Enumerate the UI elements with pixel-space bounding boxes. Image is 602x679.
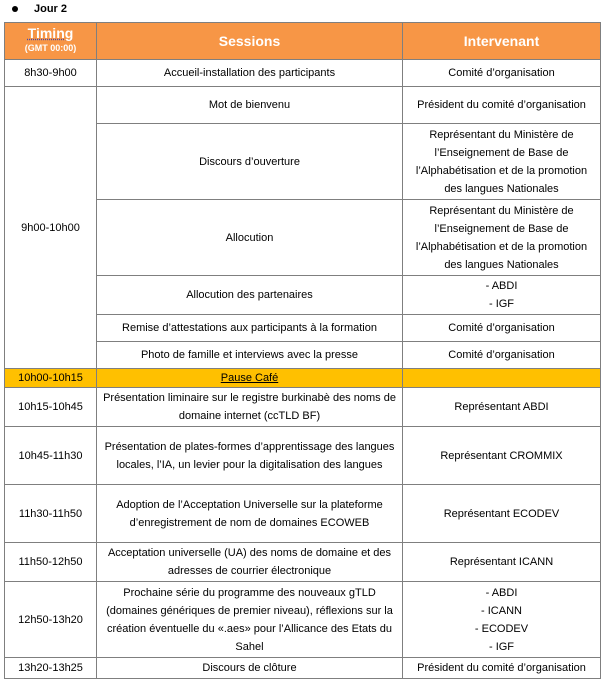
session-cell: Allocution [97,200,403,276]
session-cell [97,485,403,543]
table-header-row [5,23,601,60]
timing-cell: 10h00-10h15 [5,369,97,388]
speaker-cell: Représentant ECODEV [403,485,601,543]
session-cell [97,543,403,582]
speaker-cell: Président du comité d’organisation [403,87,601,124]
session-cell: Photo de famille et interviews avec la presse [97,342,403,369]
table-row [5,87,601,124]
session-text: Prochaine série du programme des nouveaux gTLD (domaines génériques de premier niveau), réflexions sur la création éventuelle du «.aes» pour l’Allicance des Etats du Sahel [106,586,393,653]
pause-row [5,369,601,388]
timing-cell: 9h00-10h00 [5,87,97,369]
header-timing [5,23,97,60]
day-label: Jour 2 [34,3,68,15]
speaker-line: - IGF [488,640,515,653]
session-cell [97,369,403,388]
bullet-dot-icon [12,6,18,12]
timing-cell: 8h30-9h00 [5,60,97,87]
session-text: Présentation liminaire sur le registre burkinabè des noms de domaine internet (ccTLD BF) [103,392,396,422]
speaker-cell: Représentant du Ministère de l’Enseignement de Base de l’Alphabétisation et de la promotion des langues Nationales [403,200,601,276]
timing-cell: 12h50-13h20 [5,582,97,658]
speaker-cell: Comité d’organisation [403,315,601,342]
speaker-cell [403,276,601,315]
speaker-line: - ABDI [485,586,518,599]
timing-cell: 11h30-11h50 [5,485,97,543]
speaker-cell: Représentant ICANN [403,543,601,582]
speaker-cell: Comité d’organisation [403,60,601,87]
session-cell [97,388,403,427]
session-cell [97,427,403,485]
speaker-line: - ECODEV [474,622,529,635]
session-text: Présentation de plates-formes d’apprentissage des langues locales, l’IA, un levier pour la digitalisation des langues [104,440,395,471]
timing-cell: 10h15-10h45 [5,388,97,427]
session-cell: Remise d’attestations aux participants à la formation [97,315,403,342]
header-speaker: Intervenant [403,23,601,60]
timing-cell: 11h50-12h50 [5,543,97,582]
timing-cell: 13h20-13h25 [5,658,97,679]
session-cell: Discours d’ouverture [97,124,403,200]
session-cell: Mot de bienvenu [97,87,403,124]
table-row [5,582,601,658]
speaker-line: - ABDI [485,280,518,292]
header-sessions: Sessions [97,23,403,60]
pause-label: Pause Café [220,372,279,384]
table-row [5,427,601,485]
speaker-line: - IGF [488,298,515,310]
speaker-cell: Représentant CROMMIX [403,427,601,485]
header-timing-label: Timing [27,25,74,41]
table-row [5,60,601,87]
session-cell: Discours de clôture [97,658,403,679]
session-cell [97,582,403,658]
session-cell: Allocution des partenaires [97,276,403,315]
table-row [5,388,601,427]
table-row [5,543,601,582]
header-timing-sub: (GMT 00:00) [24,43,77,53]
programme-table [4,22,601,679]
speaker-cell [403,369,601,388]
session-text: Adoption de l’Acceptation Universelle sur la plateforme d’enregistrement de nom de domaines ECOWEB [116,498,383,529]
session-text: Acceptation universelle (UA) des noms de domaine et des adresses de courrier électronique [107,547,392,577]
session-cell: Accueil-installation des participants [97,60,403,87]
speaker-cell: Représentant ABDI [403,388,601,427]
speaker-line: - ICANN [481,604,522,617]
timing-cell: 10h45-11h30 [5,427,97,485]
speaker-cell: Président du comité d’organisation [403,658,601,679]
speaker-cell: Comité d’organisation [403,342,601,369]
speaker-cell: Représentant du Ministère de l’Enseignement de Base de l’Alphabétisation et de la promotion des langues Nationales [403,124,601,200]
table-row [5,485,601,543]
table-row [5,658,601,679]
speaker-cell [403,582,601,658]
